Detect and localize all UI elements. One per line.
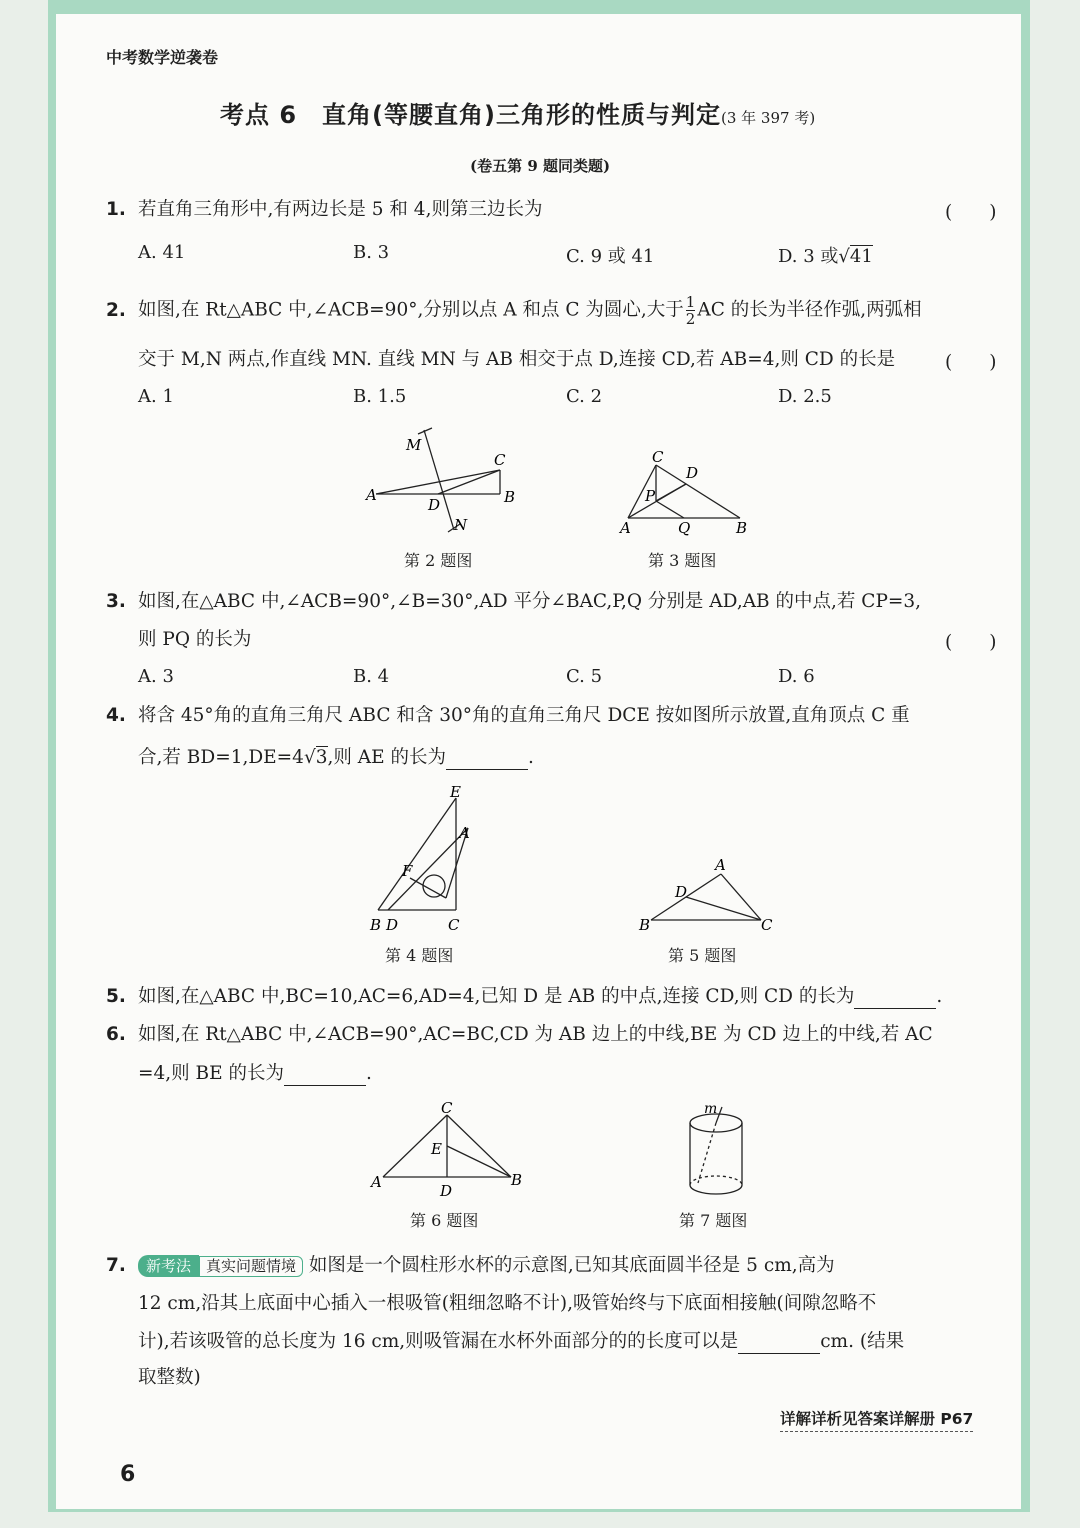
q1-option-d: D. 3 或√41 [778,246,873,267]
question-7-line-4: 取整数) [138,1367,201,1388]
label-D: D [675,883,688,901]
label-C: C [441,1099,453,1117]
label-C: C [494,451,506,469]
section-title: 考点 6 直角(等腰直角)三角形的性质与判定(3 年 397 考) [220,101,816,129]
caption-figure-2: 第 2 题图 [404,551,473,570]
caption-figure-6: 第 6 题图 [410,1211,479,1230]
answer-blank-5[interactable] [854,990,936,1009]
question-7: 7. 新考法 真实问题情境 如图是一个圆柱形水杯的示意图,已知其底面圆半径是 5 cm,高为 [106,1255,835,1276]
question-2: 2. 如图,在 Rt△ABC 中,∠ACB=90°,分别以点 A 和点 C 为圆心,大于 $\frac{1}{2}$ AC 的长为半径作弧,两弧相 [106,293,922,328]
figure-7-cup [680,1095,760,1205]
answer-bracket-2: ( ) [945,352,997,373]
q2-option-c: C. 2 [566,386,603,407]
label-D: D [428,496,441,514]
label-A: A [620,519,631,537]
label-E: E [450,783,461,801]
question-6-line-2: =4,则 BE 的长为 . [138,1063,372,1084]
label-C: C [448,916,460,934]
figure-3 [612,445,762,545]
question-5: 5. 如图,在△ABC 中,BC=10,AC=6,AD=4,已知 D 是 AB 的中点,连接 CD,则 CD 的长为 . [106,986,943,1007]
figure-6 [365,1095,530,1205]
answer-blank-7[interactable] [738,1335,820,1354]
series-title: 中考数学逆袭卷 [106,48,219,67]
question-4: 4. 将含 45°角的直角三角尺 ABC 和含 30°角的直角三角尺 DCE 按如图所示放置,直角顶点 C 重 [106,705,910,726]
caption-figure-4: 第 4 题图 [385,946,454,965]
answer-blank-4[interactable] [446,751,528,770]
label-E: E [431,1140,442,1158]
label-P: P [645,487,656,505]
q3-option-a: A. 3 [138,666,174,687]
q3-option-c: C. 5 [566,666,603,687]
label-N: N [454,516,468,534]
answer-reference: 详解详析见答案详解册 P67 [780,1407,973,1432]
q3-option-d: D. 6 [778,666,815,687]
caption-figure-5: 第 5 题图 [668,946,737,965]
answer-bracket-3: ( ) [945,632,997,653]
label-B: B [639,916,651,934]
question-4-line-2: 合,若 BD=1,DE=4√3,则 AE 的长为 . [138,747,534,768]
label-D: D [440,1182,453,1200]
section-subtitle: (卷五第 9 题同类题) [470,157,611,175]
question-3: 3. 如图,在△ABC 中,∠ACB=90°,∠B=30°,AD 平分∠BAC,P,Q 分别是 AD,AB 的中点,若 CP=3, [106,591,922,612]
label-D: D [686,464,699,482]
question-6: 6. 如图,在 Rt△ABC 中,∠ACB=90°,AC=BC,CD 为 AB 边上的中线,BE 为 CD 边上的中线,若 AC [106,1024,933,1045]
label-Q: Q [678,519,691,537]
q1-option-c: C. 9 或 41 [566,246,655,267]
label-B: B [370,916,382,934]
question-7-line-2: 12 cm,沿其上底面中心插入一根吸管(粗细忽略不计),吸管始终与下底面相接触(间隙忽略不 [138,1293,877,1314]
label-F: F [402,862,413,880]
label-A: A [371,1173,382,1191]
label-B: B [511,1171,523,1189]
q2-option-b: B. 1.5 [353,386,407,407]
caption-figure-3: 第 3 题图 [648,551,717,570]
label-C: C [761,916,773,934]
q2-option-d: D. 2.5 [778,386,832,407]
q1-option-a: A. 41 [138,242,186,263]
q1-option-b: B. 3 [353,242,390,263]
label-A: A [715,856,726,874]
figure-5 [635,852,785,937]
label-B: B [504,488,516,506]
new-method-tag: 新考法 [138,1255,199,1277]
question-1: 1. 若直角三角形中,有两边长是 5 和 4,则第三边长为 [106,199,543,220]
label-D: D [386,916,399,934]
question-7-line-3: 计),若该吸管的总长度为 16 cm,则吸管漏在水杯外面部分的的长度可以是 cm. (结果 [138,1331,905,1352]
q3-option-b: B. 4 [353,666,390,687]
label-A: A [459,824,470,842]
label-m: m [704,1101,718,1117]
figure-4 [360,780,490,940]
caption-figure-7: 第 7 题图 [679,1211,748,1230]
label-M: M [406,436,422,454]
figure-2 [360,420,530,545]
label-C: C [652,448,664,466]
real-context-tag: 真实问题情境 [199,1256,303,1277]
exam-stat: (3 年 397 考) [721,109,816,127]
answer-blank-6[interactable] [284,1067,366,1086]
question-2-line-2: 交于 M,N 两点,作直线 MN. 直线 MN 与 AB 相交于点 D,连接 CD,若 AB=4,则 CD 的长是 [138,349,896,370]
answer-bracket-1: ( ) [945,202,997,223]
page-number: 6 [120,1462,136,1487]
label-B: B [736,519,748,537]
fraction-half: $\frac{1}{2}$ [685,293,696,328]
question-3-line-2: 则 PQ 的长为 [138,629,252,650]
label-A: A [366,486,377,504]
q2-option-a: A. 1 [138,386,174,407]
